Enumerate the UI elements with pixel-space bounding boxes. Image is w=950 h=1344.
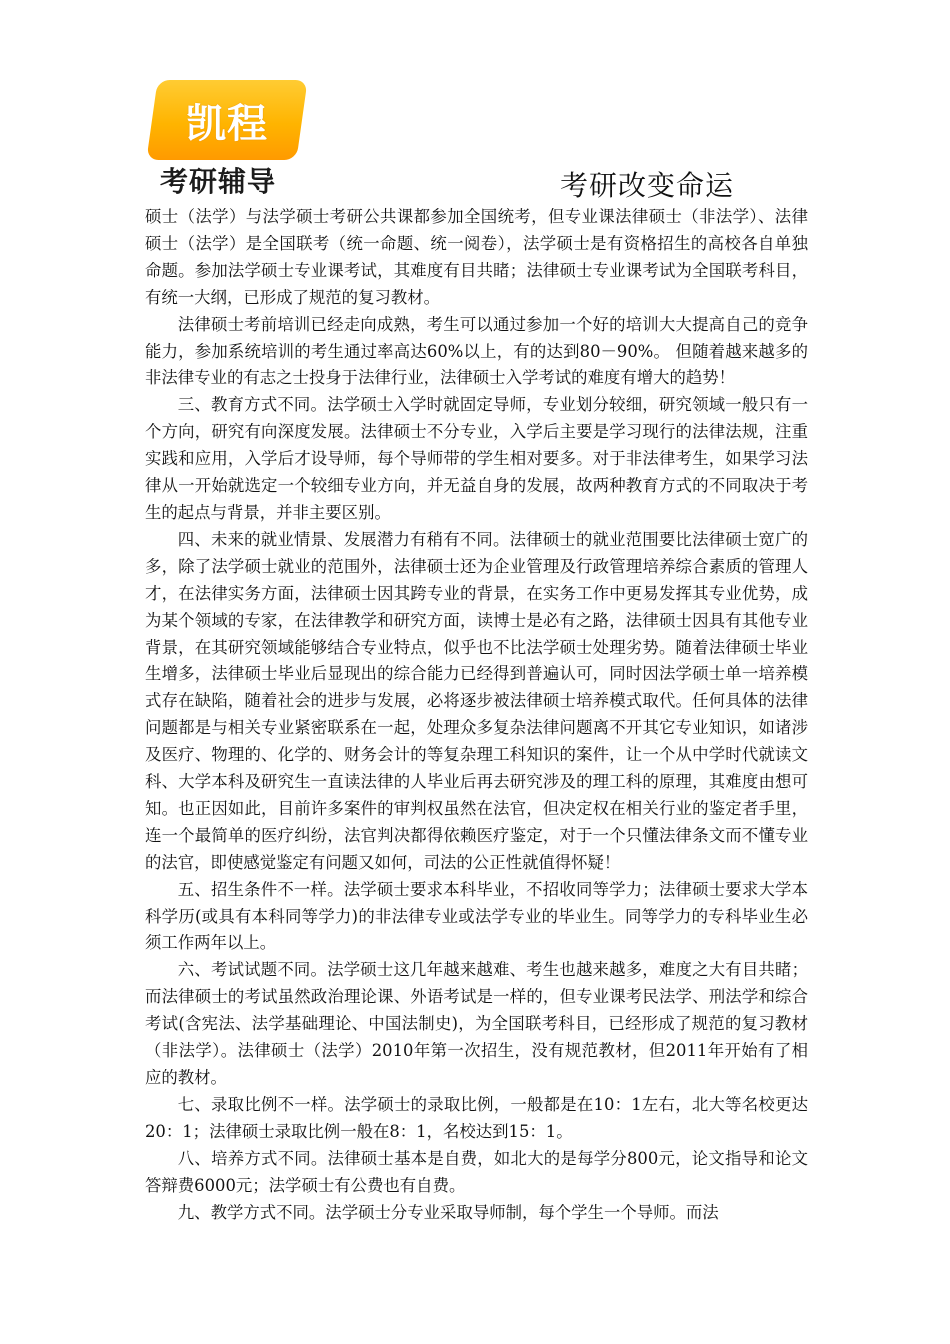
- paragraph-8: 九、教学方式不同。法学硕士分专业采取导师制，每个学生一个导师。而法: [177, 1202, 719, 1222]
- paragraph-7: 八、培养方式不同。法律硕士基本是自费，如北大的是每学分800元，论文指导和论文答辩费6000元；法学硕士有公费也有自费。: [145, 1148, 808, 1195]
- paragraph-1: 法律硕士考前培训已经走向成熟，考生可以通过参加一个好的培训大大提高自己的竞争能力，参加系统培训的考生通过率高达60%以上，有的达到80－90%。 但随着越来越多的非法律专业的有志之士投身于法律行业，法律硕士入学考试的难度有增大的趋势！: [145, 314, 808, 388]
- logo-mark-text: 凯程: [186, 100, 268, 147]
- logo-subtitle: 考研辅导: [160, 165, 277, 198]
- paragraph-0: 硕士（法学）与法学硕士考研公共课都参加全国统考，但专业课法律硕士（非法学）、法律硕士（法学）是全国联考（统一命题、统一阅卷），法学硕士是有资格招生的高校各自单独命题。参加法学硕士专业课考试，其难度有目共睹；法律硕士专业课考试为全国联考科目，有统一大纲，已形成了规范的复习教材。: [145, 207, 808, 307]
- paragraph-4: 五、招生条件不一样。法学硕士要求本科毕业，不招收同等学力；法律硕士要求大学本科学历(或具有本科同等学力)的非法律专业或法学专业的毕业生。同等学力的专科毕业生必须工作两年以上。: [145, 879, 808, 953]
- article-body: [145, 204, 808, 1226]
- paragraph-6: 七、录取比例不一样。法学硕士的录取比例，一般都是在10：1左右，北大等名校更达20：1；法律硕士录取比例一般在8：1，名校达到15：1。: [145, 1094, 808, 1141]
- logo: [152, 80, 302, 200]
- paragraph-2: 三、教育方式不同。法学硕士入学时就固定导师，专业划分较细，研究领域一般只有一个方向，研究有向深度发展。法律硕士不分专业，入学后主要是学习现行的法律法规，注重实践和应用，入学后才设导师，每个导师带的学生相对要多。对于非法律考生，如果学习法律从一开始就选定一个较细专业方向，并无益自身的发展，故两种教育方式的不同取决于考生的起点与背景，并非主要区别。: [145, 395, 808, 522]
- paragraph-5: 六、考试试题不同。法学硕士这几年越来越难、考生也越来越多，难度之大有目共睹；而法律硕士的考试虽然政治理论课、外语考试是一样的，但专业课考民法学、刑法学和综合考试(含宪法、法学基础理论、中国法制史)，为全国联考科目，已经形成了规范的复习教材（非法学）。法律硕士（法学）2010年第一次招生，没有规范教材，但2011年开始有了相应的教材。: [145, 960, 808, 1087]
- header-slogan: 考研改变命运: [560, 169, 735, 202]
- paragraph-3: 四、未来的就业情景、发展潜力有稍有不同。法律硕士的就业范围要比法律硕士宽广的多，除了法学硕士就业的范围外，法律硕士还为企业管理及行政管理培养综合素质的管理人才，在法律实务方面，法律硕士因其跨专业的背景，在实务工作中更易发挥其专业优势，成为某个领域的专家，在法律教学和研究方面，读博士是必有之路，法律硕士因具有其他专业背景，在其研究领域能够结合专业特点，似乎也不比法学硕士处理劣势。随着法律硕士毕业生增多，法律硕士毕业后显现出的综合能力已经得到普遍认可，同时因法学硕士单一培养模式存在缺陷，随着社会的进步与发展，必将逐步被法律硕士培养模式取代。任何具体的法律问题都是与相关专业紧密联系在一起，处理众多复杂法律问题离不开其它专业知识，如诸涉及医疗、物理的、化学的、财务会计的等复杂理工科知识的案件，让一个从中学时代就读文科、大学本科及研究生一直读法律的人毕业后再去研究涉及的理工科的原理，其难度由想可知。也正因如此，目前许多案件的审判权虽然在法官，但决定权在相关行业的鉴定者手里，连一个最简单的医疗纠纷，法官判决都得依赖医疗鉴定，对于一个只懂法律条文而不懂专业的法官，即使感觉鉴定有问题又如何，司法的公正性就值得怀疑！: [145, 529, 808, 872]
